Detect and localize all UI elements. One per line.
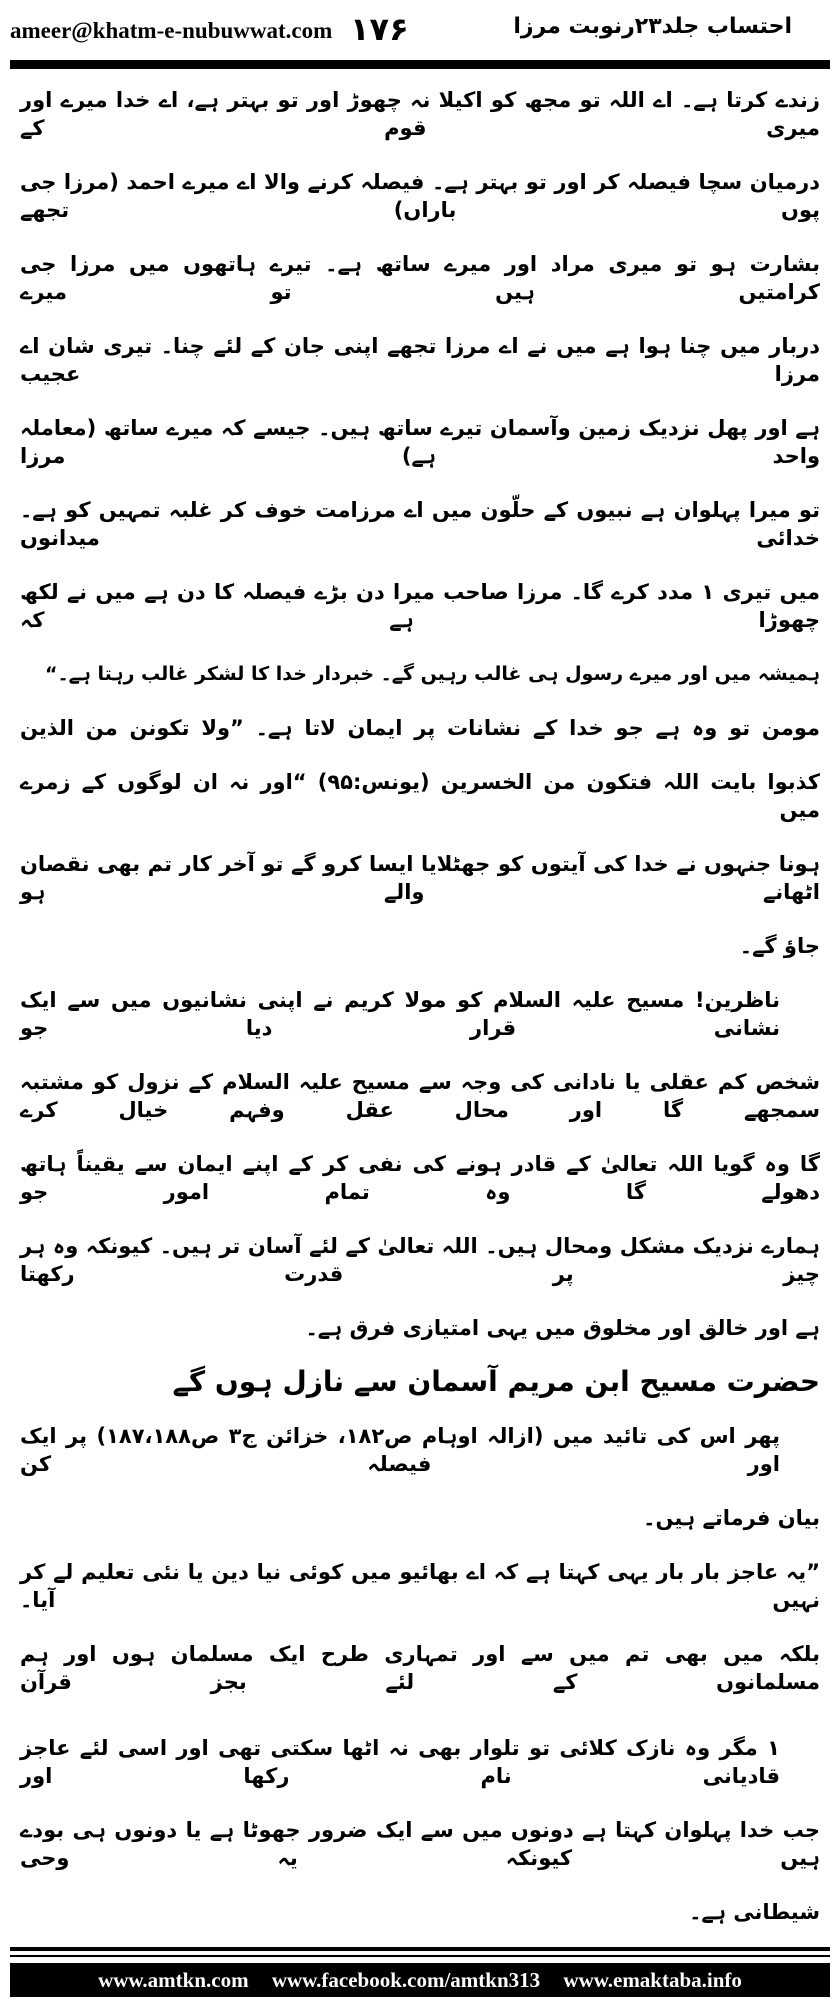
text-line: ہے اور خالق اور مخلوق میں یہی امتیازی فرق ہے۔ [305,1316,820,1340]
text-line: شخص کم عقلی یا نادانی کی وجہ سے مسیح علیہ السلام کے نزول کو مشتبہ سمجھے گا اور محال عقل وفہم خیال کرے [20,1070,820,1122]
text-line: ہونا جنہوں نے خدا کی آیتوں کو جھٹلایا ایسا کرو گے تو آخر کار تم بھی نقصان اٹھانے والے ہو [20,852,820,904]
footnote-line: جب خدا پہلوان کہتا ہے دونوں میں سے ایک ضرور جھوٹا ہے یا دونوں ہی بودے ہیں کیونکہ یہ وحی [20,1818,820,1870]
text-line: بشارت ہو تو میری مراد اور میرے ساتھ ہے۔ تیرے ہاتھوں میں مرزا جی کرامتیں ہیں تو میرے [20,252,820,304]
footer-link-facebook[interactable]: www.facebook.com/amtkn313 [271,1968,541,1992]
footer-link-amtkn[interactable]: www.amtkn.com [98,1968,249,1992]
text-line: درمیان سچا فیصلہ کر اور تو بہتر ہے۔ فیصلہ کرنے والا اے میرے احمد (مرزا جی پوں باراں) تجھے [20,170,820,222]
text-line: ہمارے نزدیک مشکل ومحال ہیں۔ اللہ تعالیٰ کے لئے آسان تر ہیں۔ کیونکہ وہ ہر چیز پر قدرت رکھتا [20,1234,820,1286]
text-line: ہمیشہ میں اور میرے رسول ہی غالب رہیں گے۔ خبردار خدا کا لشکر غالب رہتا ہے۔“ [44,663,820,685]
text-line: تو میرا پہلوان ہے نبیوں کے حلّون میں اے مرزامت خوف کر غلبہ تمہیں کو ہے۔ خدائی میدانوں [20,498,820,550]
text-line: مومن تو وہ ہے جو خدا کے نشانات پر ایمان لاتا ہے۔ ”ولا تکونن من الذین [20,716,820,740]
footer-link-emaktaba[interactable]: www.emaktaba.info [563,1968,742,1992]
footnote-line: شیطانی ہے۔ [689,1900,820,1924]
page-number: ۱۷۶ [350,10,409,48]
text-line: دربار میں چنا ہوا ہے میں نے اے مرزا تجھے اپنی جان کے لئے چنا۔ تیری شان اے مرزا عجیب [20,334,820,386]
page-footer [0,1947,840,2006]
section-heading: حضرت مسیح ابن مریم آسمان سے نازل ہوں گے [172,1365,820,1398]
text-line: میں تیری ۱ مدد کرے گا۔ مرزا صاحب میرا دن بڑے فیصلہ کا دن ہے میں نے لکھ چھوڑا ہے کہ [20,580,820,632]
footer-rule-thin [10,1955,830,1957]
header-rule [10,60,830,69]
text-line: کذبوا بایت اللہ فتکون من الخسرین (یونس:۹۵) “اور نہ ان لوگوں کے زمرے میں [20,770,820,822]
text-line: بیان فرماتے ہیں۔ [643,1506,820,1530]
book-title: احتساب جلد۲۳رنوبت مرزا [513,14,792,39]
page-header [0,0,840,60]
footer-bar [10,1963,830,1997]
text-line: ہے اور پھل نزدیک زمین وآسمان تیرے ساتھ ہیں۔ جیسے کہ میرے ساتھ (معاملہ واحد ہے) مرزا [20,416,820,468]
text-line: گا وہ گویا اللہ تعالیٰ کے قادر ہونے کی نفی کر کے اپنے ایمان سے یقیناً ہاتھ دھولے گا وہ تمام امور جو [20,1152,820,1204]
text-line: پھر اس کی تائید میں (ازالہ اوہام ص۱۸۲، خزائن ج۳ ص۱۸۷،۱۸۸) پر ایک اور فیصلہ کن [20,1424,781,1476]
footer-rule-thick [10,1947,830,1951]
text-line: ناظرین! مسیح علیہ السلام کو مولا کریم نے اپنی نشانیوں میں سے ایک نشانی قرار دیا جو [20,988,780,1040]
header-email: ameer@khatm-e-nubuwwat.com [10,18,333,43]
footnote-line: ۱ مگر وہ نازک کلائی تو تلوار بھی نہ اٹھا سکتی تھی اور اسی لئے عاجز قادیانی نام رکھا اور [20,1736,780,1788]
text-line: زندے کرتا ہے۔ اے اللہ تو مجھ کو اکیلا نہ چھوڑ اور تو بہتر ہے، اے خدا میرے اور میری قوم کے [20,88,820,140]
text-line: ”یہ عاجز بار بار یہی کہتا ہے کہ اے بھائیو میں کوئی نیا دین یا نئی تعلیم لے کر نہیں آیا۔ [20,1560,820,1612]
text-line: بلکہ میں بھی تم میں سے اور تمہاری طرح ایک مسلمان ہوں اور ہم مسلمانوں کے لئے بجز قرآن [20,1642,820,1694]
text-line: جاؤ گے۔ [739,934,820,958]
page-body [20,73,820,1939]
